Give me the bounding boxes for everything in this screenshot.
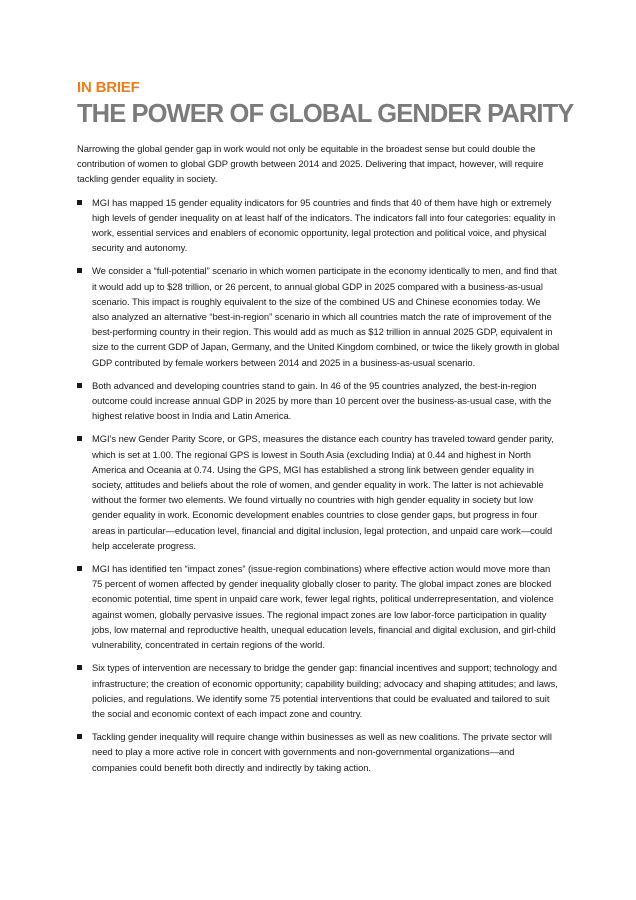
bullet-text: MGI’s new Gender Parity Score, or GPS, measures the distance each country has traveled toward gender parity, which is set at 1.00. The regional GPS is lowest in South Asia (excluding India) at 0.44 and highest in North America and Oceania at 0.74. Using the GPS, MGI has established a strong link between gender equality in society, attitudes and beliefs about the role of women, and gender equality in work. The latter is not achievable without the former two elements. We found virtually no countries with high gender equality in society but low gender equality in work. Economic development enables countries to close gender gaps, but progress in four areas in particular—education level, financial and digital inclusion, legal protection, and unpaid care work—could help accelerate progress.	[92, 433, 554, 551]
square-bullet-icon	[77, 734, 82, 739]
intro-paragraph: Narrowing the global gender gap in work would not only be equitable in the broadest sense but could double the contribution of women to global GDP growth between 2014 and 2025. Delivering that impact, however, will require tackling gender equality in society.	[77, 143, 544, 185]
bullet-list	[77, 195, 560, 775]
square-bullet-icon	[77, 268, 82, 273]
bullet-item	[77, 431, 560, 553]
bullet-text: Tackling gender inequality will require change within businesses as well as new coalitions. The private sector will need to play a more active role in concert with governments and non-governmental organizations—and companies could benefit both directly and indirectly by taking action.	[92, 731, 552, 773]
bullet-item	[77, 195, 560, 256]
square-bullet-icon	[77, 436, 82, 441]
square-bullet-icon	[77, 665, 82, 670]
bullet-item	[77, 263, 560, 369]
bullet-text: MGI has mapped 15 gender equality indicators for 95 countries and finds that 40 of them have high or extremely high levels of gender inequality on at least half of the indicators. The indicators fall into four categories: equality in work, essential services and enablers of economic opportunity, legal protection and political voice, and physical security and autonomy.	[92, 196, 556, 254]
bullet-item	[77, 729, 560, 775]
square-bullet-icon	[77, 200, 82, 205]
square-bullet-icon	[77, 566, 82, 571]
bullet-item	[77, 660, 560, 721]
square-bullet-icon	[77, 383, 82, 388]
bullet-item	[77, 561, 560, 652]
bullet-text: Six types of intervention are necessary to bridge the gender gap: financial incentives and support; technology and infrastructure; the creation of economic opportunity; capability building; advocacy and shaping attitudes; and laws, policies, and regulations. We identify some 75 potential interventions that could be evaluated and tailored to suit the social and economic context of each impact zone and country.	[92, 662, 558, 719]
bullet-text: Both advanced and developing countries stand to gain. In 46 of the 95 countries analyzed, the best-in-region outcome could increase annual GDP in 2025 by more than 10 percent over the business-as-usual case, with the highest relative boost in India and Latin America.	[92, 379, 552, 422]
section-kicker: IN BRIEF	[77, 79, 140, 96]
page-title: THE POWER OF GLOBAL GENDER PARITY	[77, 100, 574, 128]
bullet-item	[77, 378, 560, 424]
bullet-text: We consider a “full-potential” scenario in which women participate in the economy identically to men, and find that it would add up to $28 trillion, or 26 percent, to annual global GDP in 2025 compared with a business-as-usual scenario. This impact is roughly equivalent to the size of the combined US and Chinese economies today. We also analyzed an alternative “best-in-region” scenario in which all countries match the rate of improvement of the best-performing country in their region. This would add as much as $12 trillion in annual 2025 GDP, equivalent in size to the current GDP of Japan, Germany, and the United Kingdom combined, or twice the likely growth in global GDP contributed by female workers between 2014 and 2025 in a business-as-usual scenario.	[92, 265, 560, 368]
document-page	[77, 79, 574, 783]
bullet-text: MGI has identified ten “impact zones” (issue-region combinations) where effective action would move more than 75 percent of women affected by gender inequality globally closer to parity. The global impact zones are blocked economic potential, time spent in unpaid care work, fewer legal rights, political underrepresentation, and violence against women, globally pervasive issues. The regional impact zones are low labor-force participation in quality jobs, low maternal and reproductive health, unequal education levels, financial and digital exclusion, and girl-child vulnerability, concentrated in certain regions of the world.	[92, 563, 556, 651]
